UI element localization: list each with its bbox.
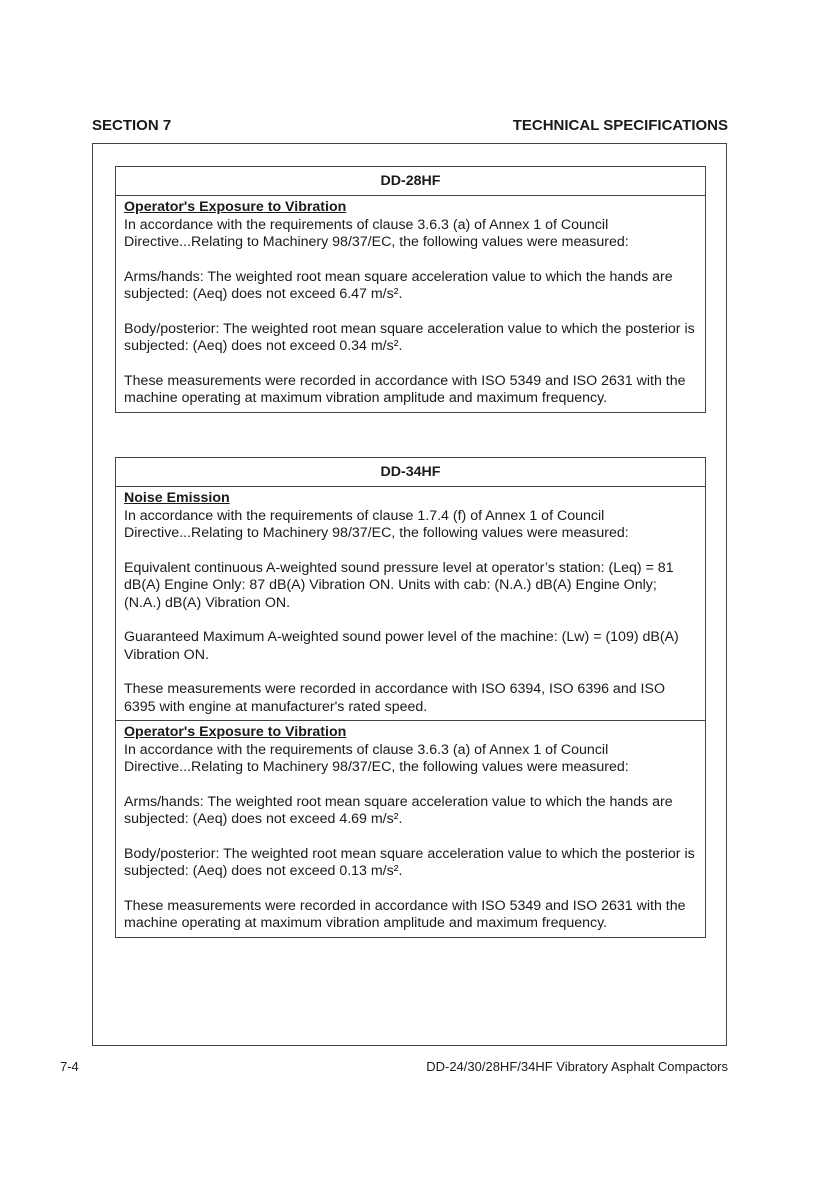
spec-title: DD-28HF (116, 167, 705, 196)
noise-section (116, 487, 705, 720)
paragraph: Body/posterior: The weighted root mean square acceleration value to which the posterior is subjected: (Aeq) does not exceed 0.13 m/s². (124, 845, 695, 879)
paragraph: Equivalent continuous A-weighted sound pressure level at operator’s station: (Leq) = 81 dB(A) Engine Only: 87 dB(A) Vibration ON. Units with cab: (N.A.) dB(A) Engine Only; (N.A.) dB(A) Vibration ON. (124, 559, 674, 611)
document-title: DD-24/30/28HF/34HF Vibratory Asphalt Compactors (426, 1059, 728, 1074)
paragraph: Body/posterior: The weighted root mean square acceleration value to which the posterior is subjected: (Aeq) does not exceed 0.34 m/s². (124, 320, 695, 354)
paragraph: In accordance with the requirements of clause 3.6.3 (a) of Annex 1 of Council Directive...Relating to Machinery 98/37/EC, the following values were measured: (124, 216, 629, 250)
paragraph: In accordance with the requirements of clause 1.7.4 (f) of Annex 1 of Council Directive...Relating to Machinery 98/37/EC, the following values were measured: (124, 507, 629, 541)
section-heading: Operator's Exposure to Vibration (124, 199, 347, 215)
section-heading: Noise Emission (124, 490, 230, 506)
paragraph: Arms/hands: The weighted root mean square acceleration value to which the hands are subjected: (Aeq) does not exceed 4.69 m/s². (124, 793, 673, 827)
paragraph: These measurements were recorded in accordance with ISO 6394, ISO 6396 and ISO 6395 with engine at manufacturer's rated speed. (124, 681, 665, 715)
spec-title: DD-34HF (116, 458, 705, 487)
section-label: SECTION 7 (92, 117, 172, 134)
paragraph: These measurements were recorded in accordance with ISO 5349 and ISO 2631 with the machine operating at maximum vibration amplitude and maximum frequency. (124, 897, 686, 931)
paragraph: In accordance with the requirements of clause 3.6.3 (a) of Annex 1 of Council Directive...Relating to Machinery 98/37/EC, the following values were measured: (124, 741, 629, 775)
spec-box-dd28hf (115, 166, 706, 413)
paragraph: These measurements were recorded in accordance with ISO 5349 and ISO 2631 with the machine operating at maximum vibration amplitude and maximum frequency. (124, 372, 686, 406)
page-title: TECHNICAL SPECIFICATIONS (512, 117, 728, 134)
spec-box-dd34hf (115, 457, 706, 938)
vibration-section (116, 720, 705, 937)
section-heading: Operator's Exposure to Vibration (124, 724, 347, 740)
vibration-section (116, 196, 705, 412)
page-number: 7-4 (60, 1059, 79, 1074)
paragraph: Arms/hands: The weighted root mean square acceleration value to which the hands are subjected: (Aeq) does not exceed 6.47 m/s². (124, 268, 673, 302)
paragraph: Guaranteed Maximum A-weighted sound power level of the machine: (Lw) = (109) dB(A) Vibration ON. (124, 629, 679, 663)
